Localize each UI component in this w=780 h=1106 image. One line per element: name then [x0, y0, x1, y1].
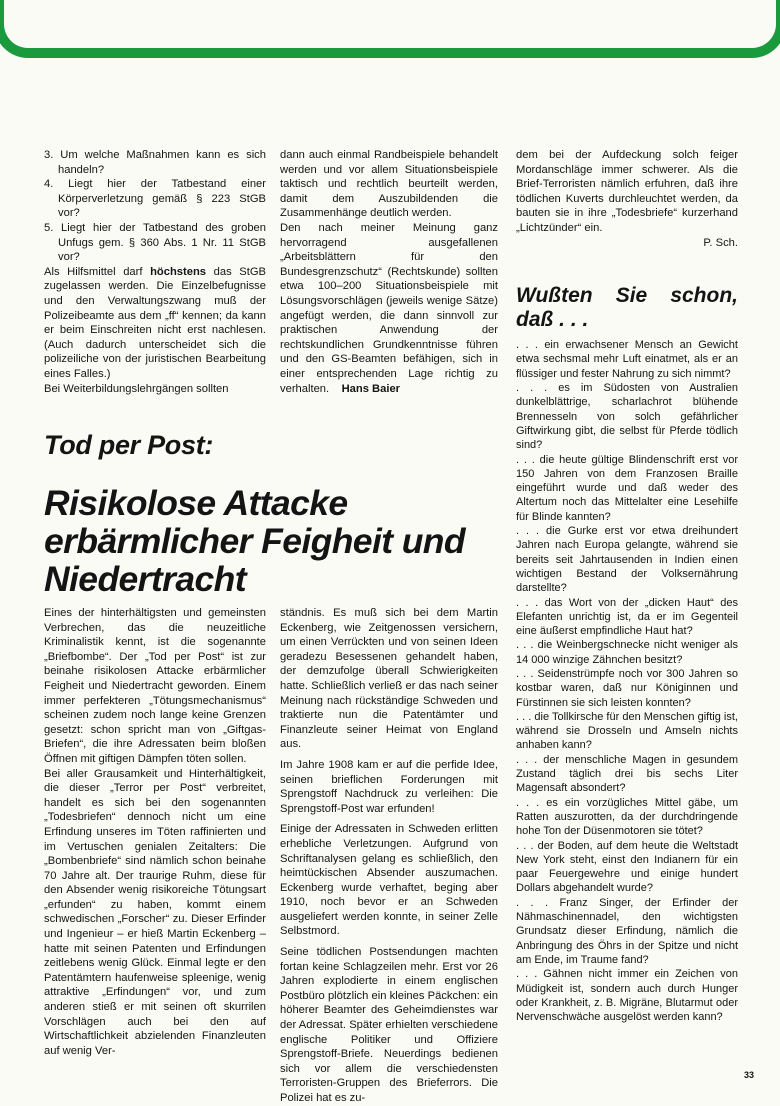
- article-kicker: Tod per Post:: [44, 430, 214, 460]
- sidebar-item: . . . Gähnen nicht immer ein Zeichen von Müdigkeit ist, sondern auch durch Hunger oder Krankheit, z. B. Migräne, Blutarmut oder Nervenschwäche ausgelöst werden kann?: [516, 968, 738, 1024]
- article-paragraph: Im Jahre 1908 kam er auf die perfide Idee, seinen brieflichen Forderungen mit Sprengstoff Nachdruck zu verleihen: Die Sprengstoff-Post war erfunden!: [280, 758, 498, 815]
- sidebar-item: . . . die Weinbergschnecke nicht weniger als 14 000 winzige Zähnchen besitzt?: [516, 639, 738, 666]
- sidebar-item: . . . es ein vorzügliches Mittel gäbe, um Ratten auszurotten, da der durchdringende hohe Ton der Düsenmotoren sie tötet?: [516, 796, 738, 838]
- intro-column-2: [280, 148, 498, 396]
- article-paragraph: Seine tödlichen Postsendungen machten fortan keine Schlagzeilen mehr. Erst vor 26 Jahren explodierte in einem englischen Postbüro plötzlich ein kleines Päckchen: ein höherer Beamter des Geheimdienstes war der Adressat. Später erhielten verschiedene englische Politiker und Offiziere Sprengstoff-Briefe. Neuerdings bedienen sich vor allem die verschiedensten Terroristen-Gruppen des Brieferrors. Die Polizei hat es zu-: [280, 946, 498, 1104]
- sidebar-item: . . . der menschliche Magen in gesundem Zustand täglich drei bis sechs Liter Magensaft absondert?: [516, 753, 738, 795]
- sidebar-item: . . . ein erwachsener Mensch an Gewicht etwa sechsmal mehr Luft einatmet, als er an flüssiger und fester Nahrung zu sich nimmt?: [516, 339, 738, 380]
- continuation-paragraph: dem bei der Aufdeckung solch feiger Mordanschläge immer schwerer. Als die Brief-Terroristen nämlich erfuhren, daß ihre tödlichen Kuverts durchleuchtet werden, da bauten sie in ihre „Todesbriefe“ kurzerhand „Lichtzünder“ ein.: [516, 149, 738, 234]
- sidebar-list: [516, 338, 738, 1024]
- article-headline: Risikolose Attacke erbärmlicher Feigheit und Niedertracht: [44, 483, 465, 599]
- sidebar-item: . . . die Tollkirsche für den Menschen giftig ist, während sie Drosseln und Amseln nichts anhaben kann?: [516, 710, 738, 752]
- question-item: 5. Liegt hier der Tatbestand des groben Unfugs gem. § 360 Abs. 1 Nr. 11 StGB vor?: [44, 221, 266, 264]
- article-paragraph: Eines der hinterhältigsten und gemeinsten Verbrechen, das die neuzeitliche Kriminalistik kennt, ist die sogenannte „Briefbombe“. Der „Tod per Post“ ist zur beinahe risikolosen Attacke erbärmlicher Feigheit und Niedertracht geworden. Einem immer perfekteren „Tötungsmechanismus“ scheinen zudem noch lange keine Grenzen gesetzt: schon spricht man von „Giftgas-Briefen“, die ihre Adressaten beim bloßen Öffnen mit giftigen Dämpfen töten sollen.: [44, 607, 266, 765]
- sidebar-item: . . . die heute gültige Blindenschrift erst vor 150 Jahren von dem Franzosen Braille eingeführt wurde und daß weder des Altertum noch das Mittelalter eine Lesehilfe für Blinde kannten?: [516, 453, 738, 523]
- intro-column-1: [44, 148, 266, 396]
- article-paragraph: ständnis. Es muß sich bei dem Martin Eckenberg, wie Zeitgenossen versichern, um einen Verrückten und von seinen Ideen geradezu Besessenen gehandelt haben, der demzufolge überall Schwierigkeiten hatte. Schließlich verließ er das nach seiner Meinung nach rückständige Schweden und traktierte nun die Patentämter und Finanzleute seiner Heimat von England aus.: [280, 607, 498, 751]
- author-signature: P. Sch.: [703, 236, 738, 249]
- column-3: [516, 148, 738, 1024]
- article-column-1: [44, 606, 266, 1058]
- sidebar-title: Wußten Sie schon, daß . . .: [516, 284, 738, 332]
- text-run: Als Hilfsmittel darf: [44, 265, 151, 278]
- page-number: 33: [743, 1070, 754, 1080]
- article-paragraph: Bei aller Grausamkeit und Hinterhältigkeit, die dieser „Terror per Post“ verbreitet, handelt es sich bei den sogenannten „Todesbriefen“ dennoch nicht um eine Erfindung unseres im Töten raffinierten und im Vertuschen genialen Zeitalters: Die „Bombenbriefe“ sind nämlich schon beinahe 70 Jahre alt. Der traurige Ruhm, diese für den Absender wenig risikoreiche Tötungsart „erfunden“ zu haben, kommt einem schwedischen „Forscher“ zu. Dieser Erfinder und Ingenieur – er hieß Martin Eckenberg – hatte mit seinen Patenten und Erfindungen zeitlebens wenig Glück. Einmal legte er den Patentämtern haufenweise spleenige, wenig attraktive „Erfindungen“ vor, und zum anderen stieß er mit seinen oft skurrilen Vorschlägen auch bei den auf Wirtschaftlichkeit abzielenden Finanzleuten auf wenig Ver-: [44, 767, 266, 1057]
- top-border-band: [0, 0, 780, 58]
- sidebar-item: . . . das Wort von der „dicken Haut“ des Elefanten unrichtig ist, da er im Gegenteil eine äußerst empfindliche Haut hat?: [516, 596, 738, 638]
- intro-paragraph: [280, 221, 498, 396]
- text-run: Den nach meiner Meinung ganz hervorragend ausgefallenen „Arbeitsblättern für den Bundesgrenzschutz“ (Rechtskunde) sollten etwa 100–200 Situationsbeispiele mit Lösungsvorschlägen (jeweils wenige Sätze) angefügt werden, die dann sinnvoll zur praktischen Anwendung der rechtskundlichen Grundkenntnisse führen und den GS-Beamten befähigen, sich in einer entsprechenden Lage richtig zu verhalten.: [280, 221, 498, 395]
- sidebar-item: . . . die Gurke erst vor etwa dreihundert Jahren nach Europa gelangte, während sie bereits seit Jahrtausenden in Indien einen wichtigen Bestand der Volksernährung darstellte?: [516, 525, 738, 595]
- intro-paragraph: [44, 265, 266, 382]
- sidebar-item: . . . Seidenstrümpfe noch vor 300 Jahren so kostbar waren, daß nur Königinnen und Fürstinnen sie sich leisten konnten?: [516, 667, 738, 709]
- author-signature: Hans Baier: [341, 382, 401, 395]
- intro-paragraph: dann auch einmal Randbeispiele behandelt werden und vor allem Situationsbeispiele taktisch und rechtlich beurteilt werden, damit dem Auszubildenden die Zusammenhänge deutlich werden.: [280, 149, 498, 220]
- article-column-2: [280, 606, 498, 1106]
- question-list: [44, 148, 266, 265]
- intro-paragraph: Bei Weiterbildungslehrgängen sollten: [44, 382, 229, 395]
- sidebar-item: . . . es im Südosten von Australien dunkelblättrige, scharlachrot blühende Brennesseln von solch gefährlicher Giftwirkung gibt, die selbst für Pferde tödlich sind?: [516, 382, 738, 452]
- sidebar-item: . . . der Boden, auf dem heute die Weltstadt New York steht, einst den Indianern für ein paar Feuergewehre und einige hundert Dollars abgehandelt wurde?: [516, 839, 738, 895]
- question-item: 4. Liegt hier der Tatbestand einer Körperverletzung gemäß § 223 StGB vor?: [44, 178, 266, 220]
- sidebar-item: . . . Franz Singer, der Erfinder der Nähmaschinennadel, den wichtigsten Grundsatz dieser Erfindung, nämlich die Anbringung des Öhrs in der Spitze und nicht am Ende, im Traume fand?: [516, 896, 738, 966]
- emphasis-text: höchstens: [150, 265, 207, 278]
- question-item: 3. Um welche Maßnahmen kann es sich handeln?: [44, 149, 266, 176]
- article-paragraph: Einige der Adressaten in Schweden erlitten erhebliche Verletzungen. Aufgrund von Schriftanalysen gelang es schließlich, den heimtückischen Absender auszumachen. Eckenberg wurde verhaftet, beging aber 1910, noch bevor er an Schweden ausgeliefert werden konnte, in seiner Zelle Selbstmord.: [280, 823, 498, 938]
- text-run: das StGB zugelassen werden. Die Einzelbefugnisse und den Verwaltungszwang muß der Polizeibeamte aus dem „ff“ kennen; da kann er beim Einschreiten nicht erst nachlesen. (Auch dadurch unterscheidet sich die polizeiliche von der juristischen Bearbeitung eines Falles.): [44, 265, 266, 380]
